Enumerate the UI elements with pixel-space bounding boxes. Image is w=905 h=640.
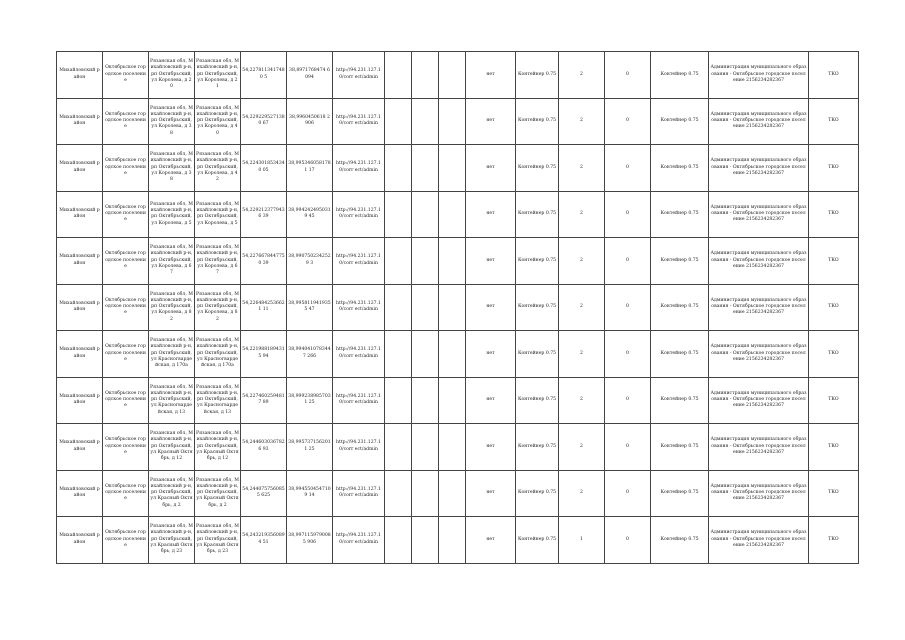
longitude-cell: 38,9971159790085 906	[287, 517, 333, 564]
settlement-cell: Октябрьское городское поселение	[103, 424, 149, 471]
address-cell: Рязанская обл, Михайловский р-н, рп Октябрьский, ул Королева, д 67	[149, 238, 195, 285]
address-cell-alt: Рязанская обл, Михайловский р-н, рп Октябрьский, ул Королева, д 21	[195, 52, 241, 99]
container-type-cell: Контейнер 0.75	[516, 145, 559, 192]
address-cell: Рязанская обл, Михайловский р-н, рп Октябрьский, ул Королева, д 38	[149, 145, 195, 192]
owner-cell: Администрация муниципального образования - Октябрьское городское поселение 2156234282367	[709, 98, 809, 145]
container-volume-cell: Контейнер 0.75	[651, 98, 709, 145]
empty-cell	[439, 191, 466, 238]
container-volume-cell: Контейнер 0.75	[651, 238, 709, 285]
container-type-cell: Контейнер 0.75	[516, 284, 559, 331]
address-cell: Рязанская обл, Михайловский р-н, рп Октябрьский, ул Красногвардейская, д 13	[149, 377, 195, 424]
empty-cell	[439, 145, 466, 192]
link-cell: http://94.231.127.10/corr ect/admin	[333, 238, 385, 285]
address-cell-alt: Рязанская обл, Михайловский р-н, рп Октябрьский, ул Красногвардейская, д 13	[195, 377, 241, 424]
settlement-cell: Октябрьское городское поселение	[103, 98, 149, 145]
longitude-cell: 38,9992389857031 25	[287, 377, 333, 424]
settlement-cell: Октябрьское городское поселение	[103, 284, 149, 331]
planned-count-cell: 0	[605, 377, 651, 424]
table-row	[57, 424, 859, 471]
owner-cell: Администрация муниципального образования - Октябрьское городское поселение 2156234282367	[709, 191, 809, 238]
waste-type-cell: ТКО	[809, 331, 859, 378]
settlement-cell: Октябрьское городское поселение	[103, 145, 149, 192]
waste-type-cell: ТКО	[809, 191, 859, 238]
empty-cell	[439, 470, 466, 517]
owner-cell: Администрация муниципального образования - Октябрьское городское поселение 2156234282367	[709, 238, 809, 285]
waste-type-cell: ТКО	[809, 517, 859, 564]
container-volume-cell: Контейнер 0.75	[651, 145, 709, 192]
waste-type-cell: ТКО	[809, 145, 859, 192]
empty-cell	[412, 98, 439, 145]
container-type-cell: Контейнер 0.75	[516, 424, 559, 471]
owner-cell: Администрация муниципального образования - Октябрьское городское поселение 2156234282367	[709, 52, 809, 99]
empty-cell	[385, 98, 412, 145]
owner-cell: Администрация муниципального образования - Октябрьское городское поселение 2156234282367	[709, 331, 809, 378]
longitude-cell: 38,8971768474 6094	[287, 52, 333, 99]
latitude-cell: 54,2278113417480 5	[241, 52, 287, 99]
latitude-cell: 54,2264842536621 11	[241, 284, 287, 331]
empty-cell	[385, 284, 412, 331]
empty-cell	[439, 377, 466, 424]
container-type-cell: Контейнер 0.75	[516, 377, 559, 424]
planned-count-cell: 0	[605, 284, 651, 331]
longitude-cell: 38,9957371562011 25	[287, 424, 333, 471]
district-cell: Михайловский район	[57, 424, 103, 471]
planned-count-cell: 0	[605, 52, 651, 99]
container-count-cell: 2	[559, 377, 605, 424]
table-row	[57, 470, 859, 517]
container-volume-cell: Контейнер 0.75	[651, 470, 709, 517]
empty-cell	[439, 52, 466, 99]
empty-cell	[412, 284, 439, 331]
surface-cell: нет	[466, 424, 516, 471]
district-cell: Михайловский район	[57, 98, 103, 145]
container-volume-cell: Контейнер 0.75	[651, 52, 709, 99]
waste-type-cell: ТКО	[809, 98, 859, 145]
surface-cell: нет	[466, 238, 516, 285]
district-cell: Михайловский район	[57, 191, 103, 238]
address-cell-alt: Рязанская обл, Михайловский р-н, рп Октябрьский, ул Красный Октябрь, д 12	[195, 424, 241, 471]
surface-cell: нет	[466, 52, 516, 99]
empty-cell	[439, 517, 466, 564]
empty-cell	[385, 191, 412, 238]
address-cell-alt: Рязанская обл, Михайловский р-н, рп Октябрьский, ул Королева, д 82	[195, 284, 241, 331]
surface-cell: нет	[466, 145, 516, 192]
empty-cell	[385, 145, 412, 192]
owner-cell: Администрация муниципального образования - Октябрьское городское поселение 2156234282367	[709, 145, 809, 192]
empty-cell	[412, 191, 439, 238]
district-cell: Михайловский район	[57, 470, 103, 517]
surface-cell: нет	[466, 191, 516, 238]
address-cell-alt: Рязанская обл, Михайловский р-н, рп Октябрьский, ул Красный Октябрь, д 2	[195, 470, 241, 517]
address-cell: Рязанская обл, Михайловский р-н, рп Октябрьский, ул Красный Октябрь, д 2	[149, 470, 195, 517]
link-cell: http://94.231.127.10/corr ect/admin	[333, 424, 385, 471]
table-row	[57, 191, 859, 238]
empty-cell	[412, 145, 439, 192]
table-row	[57, 517, 859, 564]
container-count-cell: 2	[559, 238, 605, 285]
container-count-cell: 2	[559, 424, 605, 471]
empty-cell	[385, 470, 412, 517]
district-cell: Михайловский район	[57, 331, 103, 378]
empty-cell	[439, 284, 466, 331]
table-row	[57, 284, 859, 331]
container-volume-cell: Контейнер 0.75	[651, 331, 709, 378]
longitude-cell: 38,9945504547109 14	[287, 470, 333, 517]
planned-count-cell: 0	[605, 145, 651, 192]
empty-cell	[412, 470, 439, 517]
container-type-cell: Контейнер 0.75	[516, 191, 559, 238]
waste-type-cell: ТКО	[809, 377, 859, 424]
address-cell: Рязанская обл, Михайловский р-н, рп Октябрьский, ул Красный Октябрь, д 23	[149, 517, 195, 564]
empty-cell	[385, 517, 412, 564]
waste-sites-table	[56, 51, 859, 564]
settlement-cell: Октябрьское городское поселение	[103, 377, 149, 424]
owner-cell: Администрация муниципального образования - Октябрьское городское поселение 2156234282367	[709, 424, 809, 471]
table-row	[57, 98, 859, 145]
empty-cell	[439, 98, 466, 145]
district-cell: Михайловский район	[57, 52, 103, 99]
waste-type-cell: ТКО	[809, 470, 859, 517]
district-cell: Михайловский район	[57, 377, 103, 424]
longitude-cell: 38,9907502342529 3	[287, 238, 333, 285]
district-cell: Михайловский район	[57, 284, 103, 331]
settlement-cell: Октябрьское городское поселение	[103, 331, 149, 378]
address-cell: Рязанская обл, Михайловский р-н, рп Октябрьский, ул Королева, д 38	[149, 98, 195, 145]
owner-cell: Администрация муниципального образования - Октябрьское городское поселение 2156234282367	[709, 377, 809, 424]
link-cell: http://94.231.127.10/corr ect/admin	[333, 191, 385, 238]
longitude-cell: 38,9953460581781 17	[287, 145, 333, 192]
address-cell-alt: Рязанская обл, Михайловский р-н, рп Октябрьский, ул Королева, д 67	[195, 238, 241, 285]
owner-cell: Администрация муниципального образования - Октябрьское городское поселение 2156234282367	[709, 517, 809, 564]
container-count-cell: 2	[559, 331, 605, 378]
container-count-cell: 2	[559, 284, 605, 331]
address-cell-alt: Рязанская обл, Михайловский р-н, рп Октябрьский, ул Королева, д 5	[195, 191, 241, 238]
longitude-cell: 38,9940410783447 266	[287, 331, 333, 378]
container-count-cell: 2	[559, 98, 605, 145]
container-count-cell: 1	[559, 517, 605, 564]
latitude-cell: 54,2446030367826 93	[241, 424, 287, 471]
settlement-cell: Октябрьское городское поселение	[103, 470, 149, 517]
empty-cell	[412, 424, 439, 471]
surface-cell: нет	[466, 470, 516, 517]
latitude-cell: 54,2292295271380 67	[241, 98, 287, 145]
district-cell: Михайловский район	[57, 238, 103, 285]
table-row	[57, 377, 859, 424]
container-type-cell: Контейнер 0.75	[516, 98, 559, 145]
empty-cell	[439, 424, 466, 471]
planned-count-cell: 0	[605, 191, 651, 238]
latitude-cell: 54,2243018534340 05	[241, 145, 287, 192]
empty-cell	[385, 52, 412, 99]
surface-cell: нет	[466, 284, 516, 331]
latitude-cell: 54,2274602594817 89	[241, 377, 287, 424]
surface-cell: нет	[466, 331, 516, 378]
container-volume-cell: Контейнер 0.75	[651, 517, 709, 564]
planned-count-cell: 0	[605, 517, 651, 564]
waste-type-cell: ТКО	[809, 52, 859, 99]
container-type-cell: Контейнер 0.75	[516, 52, 559, 99]
empty-cell	[412, 52, 439, 99]
address-cell: Рязанская обл, Михайловский р-н, рп Октябрьский, ул Королева, д 20	[149, 52, 195, 99]
empty-cell	[385, 331, 412, 378]
container-count-cell: 2	[559, 470, 605, 517]
link-cell: http://94.231.127.10/corr ect/admin	[333, 145, 385, 192]
address-cell-alt: Рязанская обл, Михайловский р-н, рп Октябрьский, ул Красный Октябрь, д 23	[195, 517, 241, 564]
table-row	[57, 238, 859, 285]
container-type-cell: Контейнер 0.75	[516, 238, 559, 285]
address-cell-alt: Рязанская обл, Михайловский р-н, рп Октябрьский, ул Королева, д 40	[195, 98, 241, 145]
link-cell: http://94.231.127.10/corr ect/admin	[333, 331, 385, 378]
empty-cell	[412, 517, 439, 564]
empty-cell	[385, 238, 412, 285]
link-cell: http://94.231.127.10/corr ect/admin	[333, 517, 385, 564]
table-row	[57, 52, 859, 99]
container-volume-cell: Контейнер 0.75	[651, 424, 709, 471]
container-count-cell: 2	[559, 191, 605, 238]
surface-cell: нет	[466, 98, 516, 145]
longitude-cell: 38,9942424950319 45	[287, 191, 333, 238]
planned-count-cell: 0	[605, 470, 651, 517]
latitude-cell: 54,2440757560855 625	[241, 470, 287, 517]
link-cell: http://94.231.127.10/corr ect/admin	[333, 284, 385, 331]
link-cell: http://94.231.127.10/corr ect/admin	[333, 377, 385, 424]
link-cell: http://94.231.127.10/corr ect/admin	[333, 470, 385, 517]
longitude-cell: 38,9960450618 2906	[287, 98, 333, 145]
container-volume-cell: Контейнер 0.75	[651, 377, 709, 424]
longitude-cell: 38,9958119419355 47	[287, 284, 333, 331]
surface-cell: нет	[466, 517, 516, 564]
link-cell: http://94.231.127.10/corr ect/admin	[333, 98, 385, 145]
link-cell: http://94.231.127.10/corr ect/admin	[333, 52, 385, 99]
empty-cell	[439, 238, 466, 285]
planned-count-cell: 0	[605, 424, 651, 471]
address-cell-alt: Рязанская обл, Михайловский р-н, рп Октябрьский, ул Красногвардейская, д 170а	[195, 331, 241, 378]
table-row	[57, 145, 859, 192]
owner-cell: Администрация муниципального образования - Октябрьское городское поселение 2156234282367	[709, 284, 809, 331]
latitude-cell: 54,2292123779436 39	[241, 191, 287, 238]
container-type-cell: Контейнер 0.75	[516, 331, 559, 378]
container-count-cell: 2	[559, 145, 605, 192]
latitude-cell: 54,2432193560894 51	[241, 517, 287, 564]
address-cell: Рязанская обл, Михайловский р-н, рп Октябрьский, ул Королева, д 82	[149, 284, 195, 331]
waste-type-cell: ТКО	[809, 284, 859, 331]
planned-count-cell: 0	[605, 331, 651, 378]
empty-cell	[412, 331, 439, 378]
empty-cell	[412, 377, 439, 424]
settlement-cell: Октябрьское городское поселение	[103, 52, 149, 99]
waste-type-cell: ТКО	[809, 238, 859, 285]
settlement-cell: Октябрьское городское поселение	[103, 238, 149, 285]
table-row	[57, 331, 859, 378]
settlement-cell: Октябрьское городское поселение	[103, 517, 149, 564]
surface-cell: нет	[466, 377, 516, 424]
district-cell: Михайловский район	[57, 517, 103, 564]
container-count-cell: 2	[559, 52, 605, 99]
container-volume-cell: Контейнер 0.75	[651, 284, 709, 331]
planned-count-cell: 0	[605, 98, 651, 145]
table-body	[57, 52, 859, 564]
waste-type-cell: ТКО	[809, 424, 859, 471]
latitude-cell: 54,2276678447750 39	[241, 238, 287, 285]
planned-count-cell: 0	[605, 238, 651, 285]
owner-cell: Администрация муниципального образования - Октябрьское городское поселение 2156234282367	[709, 470, 809, 517]
empty-cell	[385, 424, 412, 471]
address-cell: Рязанская обл, Михайловский р-н, рп Октябрьский, ул Королева, д 5	[149, 191, 195, 238]
empty-cell	[385, 377, 412, 424]
container-volume-cell: Контейнер 0.75	[651, 191, 709, 238]
empty-cell	[439, 331, 466, 378]
settlement-cell: Октябрьское городское поселение	[103, 191, 149, 238]
address-cell: Рязанская обл, Михайловский р-н, рп Октябрьский, ул Красногвардейская, д 170а	[149, 331, 195, 378]
empty-cell	[412, 238, 439, 285]
district-cell: Михайловский район	[57, 145, 103, 192]
container-type-cell: Контейнер 0.75	[516, 470, 559, 517]
latitude-cell: 54,2219881894315 94	[241, 331, 287, 378]
address-cell-alt: Рязанская обл, Михайловский р-н, рп Октябрьский, ул Королева, д 42	[195, 145, 241, 192]
container-type-cell: Контейнер 0.75	[516, 517, 559, 564]
address-cell: Рязанская обл, Михайловский р-н, рп Октябрьский, ул Красный Октябрь, д 12	[149, 424, 195, 471]
